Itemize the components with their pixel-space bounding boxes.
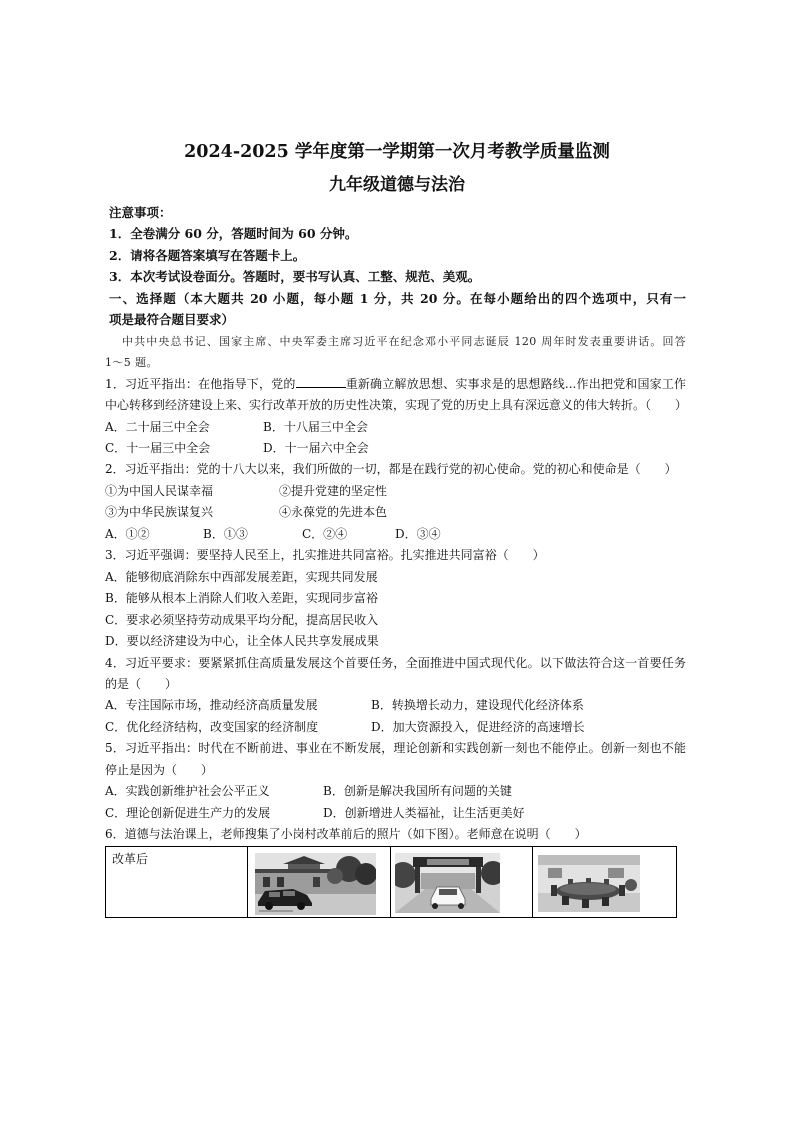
statement-4: ④永葆党的先进本色 (279, 505, 388, 520)
stem-text: 1．习近平指出：在他指导下，党的 (105, 376, 296, 391)
option-c: C．理论创新促进生产力的发展 (105, 805, 271, 820)
question-stem-line: 6．道德与法治课上，老师搜集了小岗村改革前后的照片（如下图）。老师意在说明（ ） (105, 827, 587, 842)
option-c: C．要求必须坚持劳动成果平均分配，提高居民收入 (105, 612, 379, 627)
option-c: C．优化经济结构，改变国家的经济制度 (105, 719, 319, 734)
option-c: C．十一届三中全会 (105, 440, 211, 455)
question-stem-line: 5．习近平指出：时代在不断前进、事业在不断发展，理论创新和实践创新一刻也不能停止。创新一刻也不能 (105, 741, 686, 756)
option-a: A．专注国际市场，推动经济高质量发展 (105, 698, 318, 713)
question-4 (105, 653, 686, 739)
question-stem-line: 中心转移到经济建设上来、实行改革开放的历史性决策，实现了党的历史上具有深远意义的伟大转折。（ ） (105, 398, 688, 413)
stem-text: 重新确立解放思想、实事求是的思想路线...作出把党和国家工作 (345, 376, 686, 391)
section-heading-line: 一、选择题（本大题共 20 小题，每小题 1 分，共 20 分。在每小题给出的四个选项中，只有一 (109, 290, 686, 306)
option-b: B．转换增长动力，建设现代化经济体系 (371, 698, 584, 713)
photo-village-gate-car (395, 853, 500, 913)
option-row (105, 438, 686, 459)
statement-3: ③为中华民族谋复兴 (105, 505, 214, 520)
option-b: B．创新是解决我国所有问题的关键 (323, 784, 512, 799)
photo-village-street-car (255, 853, 376, 915)
statement-1: ①为中国人民谋幸福 (105, 483, 214, 498)
option-row (105, 803, 686, 824)
photo-cell (391, 846, 533, 917)
statement-2: ②提升党建的坚定性 (279, 483, 388, 498)
question-3 (105, 545, 686, 652)
option-d: D．加大资源投入，促进经济的高速增长 (371, 719, 585, 734)
row-label-cell (106, 846, 248, 917)
photo-cell (533, 846, 677, 917)
option-a: A．能够彻底消除东中西部发展差距，实现共同发展 (105, 569, 378, 584)
notice-item: 2．请将各题答案填写在答题卡上。 (109, 247, 306, 263)
reading-material-line: 中共中央总书记、国家主席、中央军委主席习近平在纪念邓小平同志诞辰 120 周年时发表重要讲话。回答 (122, 334, 686, 348)
option-c: C．②④ (302, 526, 348, 541)
row-label: 改革后 (112, 851, 149, 866)
option-d: D．要以经济建设为中心，让全体人民共享发展成果 (105, 634, 379, 649)
photo-meeting-room (538, 855, 640, 912)
photo-row-after-reform (106, 846, 677, 917)
answer-blank (296, 376, 346, 388)
notice-item: 3．本次考试设卷面分。答题时，要书写认真、工整、规范、美观。 (109, 269, 481, 285)
exam-title: 2024-2025 学年度第一学期第一次月考教学质量监测 (184, 142, 610, 162)
statement-row (105, 481, 686, 502)
section-heading-line: 项是最符合题目要求） (109, 312, 235, 328)
option-a: A．①② (105, 526, 150, 541)
reading-material-line: 1～5 题。 (105, 356, 158, 370)
question-stem-line: 2．习近平指出：党的十八大以来，我们所做的一切，都是在践行党的初心使命。党的初心和使命是（ ） (105, 462, 677, 477)
question-1 (105, 374, 686, 460)
option-row (105, 695, 686, 716)
option-a: A．二十届三中全会 (105, 419, 210, 434)
question-stem-line: 3．习近平强调：要坚持人民至上，扎实推进共同富裕。扎实推进共同富裕（ ） (105, 548, 545, 563)
option-d: D．③④ (395, 526, 441, 541)
option-a: A．实践创新维护社会公平正义 (105, 784, 270, 799)
question-stem-line (105, 374, 686, 395)
photo-table (105, 846, 677, 918)
option-b: B．十八届三中全会 (263, 419, 368, 434)
question-6 (105, 824, 686, 917)
photo-cell (248, 846, 391, 917)
option-b: B．①③ (203, 526, 248, 541)
option-d: D．十一届六中全会 (263, 440, 369, 455)
question-stem-line: 的是（ ） (105, 676, 178, 691)
statement-row (105, 502, 686, 523)
option-d: D．创新增进人类福祉，让生活更美好 (323, 805, 525, 820)
option-row (105, 717, 686, 738)
question-stem-line: 4．习近平要求：要紧紧抓住高质量发展这个首要任务，全面推进中国式现代化。以下做法符合这一首要任务 (105, 655, 686, 670)
exam-body (105, 202, 686, 918)
question-5 (105, 738, 686, 824)
option-row (105, 417, 686, 438)
option-row (105, 781, 686, 802)
notice-heading: 注意事项： (109, 205, 172, 220)
option-b: B．能够从根本上消除人们收入差距，实现同步富裕 (105, 591, 378, 606)
question-stem-line: 停止是因为（ ） (105, 762, 214, 777)
exam-subject: 九年级道德与法治 (329, 175, 465, 195)
notice-item: 1．全卷满分 60 分，答题时间为 60 分钟。 (109, 226, 358, 242)
question-2 (105, 459, 686, 545)
option-row (105, 524, 686, 545)
